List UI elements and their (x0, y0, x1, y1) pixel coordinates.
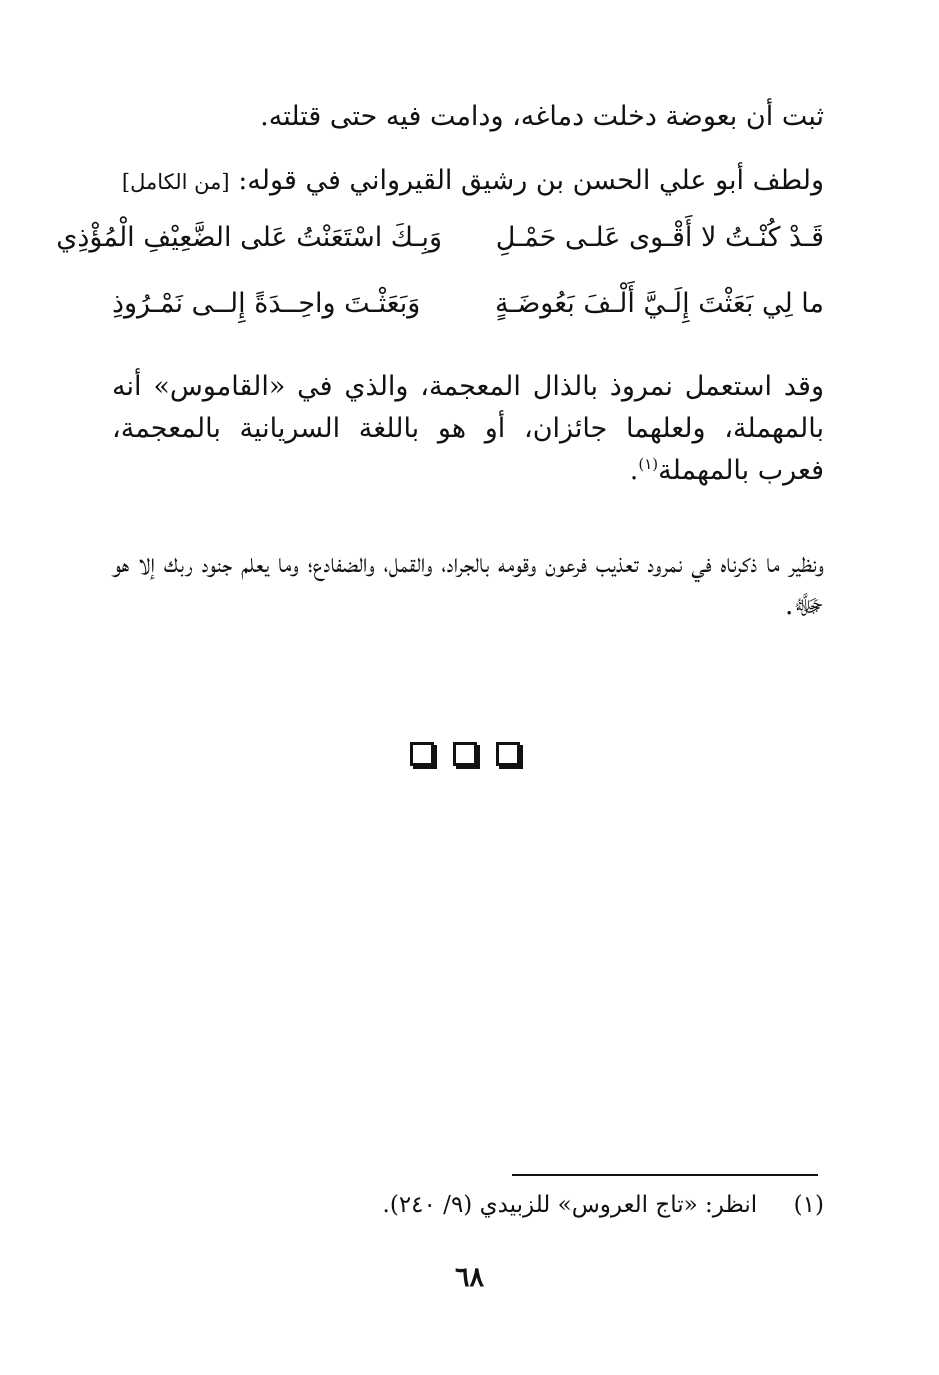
footnote (112, 1192, 824, 1218)
page-number: ٦٨ (454, 1262, 484, 1293)
footnote-text: انظر: «تاج العروس» للزبيدي (٩/ ٢٤٠). (382, 1192, 758, 1218)
square-icon (496, 742, 520, 766)
verse-1-second-hemistich: وَبِـكَ اسْتَعَنْتُ عَلى الضَّعِيْفِ الْمُؤْذِي (56, 222, 442, 253)
footnote-number: (١) (793, 1192, 824, 1218)
verse-1-first-hemistich: قَـدْ كُنْـتُ لا أَقْـوى عَلـى حَمْـلِ (495, 222, 824, 253)
verse-2-second-hemistich: وَبَعَثْـتَ واحِــدَةً إِلــى نَمْـرُوذِ (112, 288, 421, 319)
paragraph-3-end: . (629, 454, 639, 486)
section-separator (410, 742, 520, 766)
paragraph-2-text: ولطف أبو علي الحسن بن رشيق القيرواني في قوله: (238, 165, 824, 196)
square-icon (453, 742, 477, 766)
paragraph-3-text: وقد استعمل نمروذ بالذال المعجمة، والذي في «القاموس» أنه بالمهملة، ولعلهما جائزان، أو هو باللغة السريانية بالمعجمة، فعرب بالمهملة (112, 371, 824, 486)
poetic-meter-label: [من الكامل] (121, 170, 230, 194)
paragraph-1: ثبت أن بعوضة دخلت دماغه، ودامت فيه حتى قتلته. (260, 101, 824, 132)
verse-2-first-hemistich: ما لِي بَعَثْتَ إِلَـيَّ أَلْـفَ بَعُوضَـةٍ (494, 288, 824, 319)
footnote-reference[interactable]: (١) (638, 454, 659, 473)
footnote-divider (512, 1174, 818, 1176)
paragraph-4: ونظير ما ذكرناه في نمرود تعذيب فرعون وقومه بالجراد، والقمل، والضفادع؛ وما يعلم جنود ربك إلا هو ﷻ. (112, 548, 824, 621)
square-icon (410, 742, 434, 766)
paragraph-2 (112, 162, 824, 200)
paragraph-3 (112, 366, 824, 492)
